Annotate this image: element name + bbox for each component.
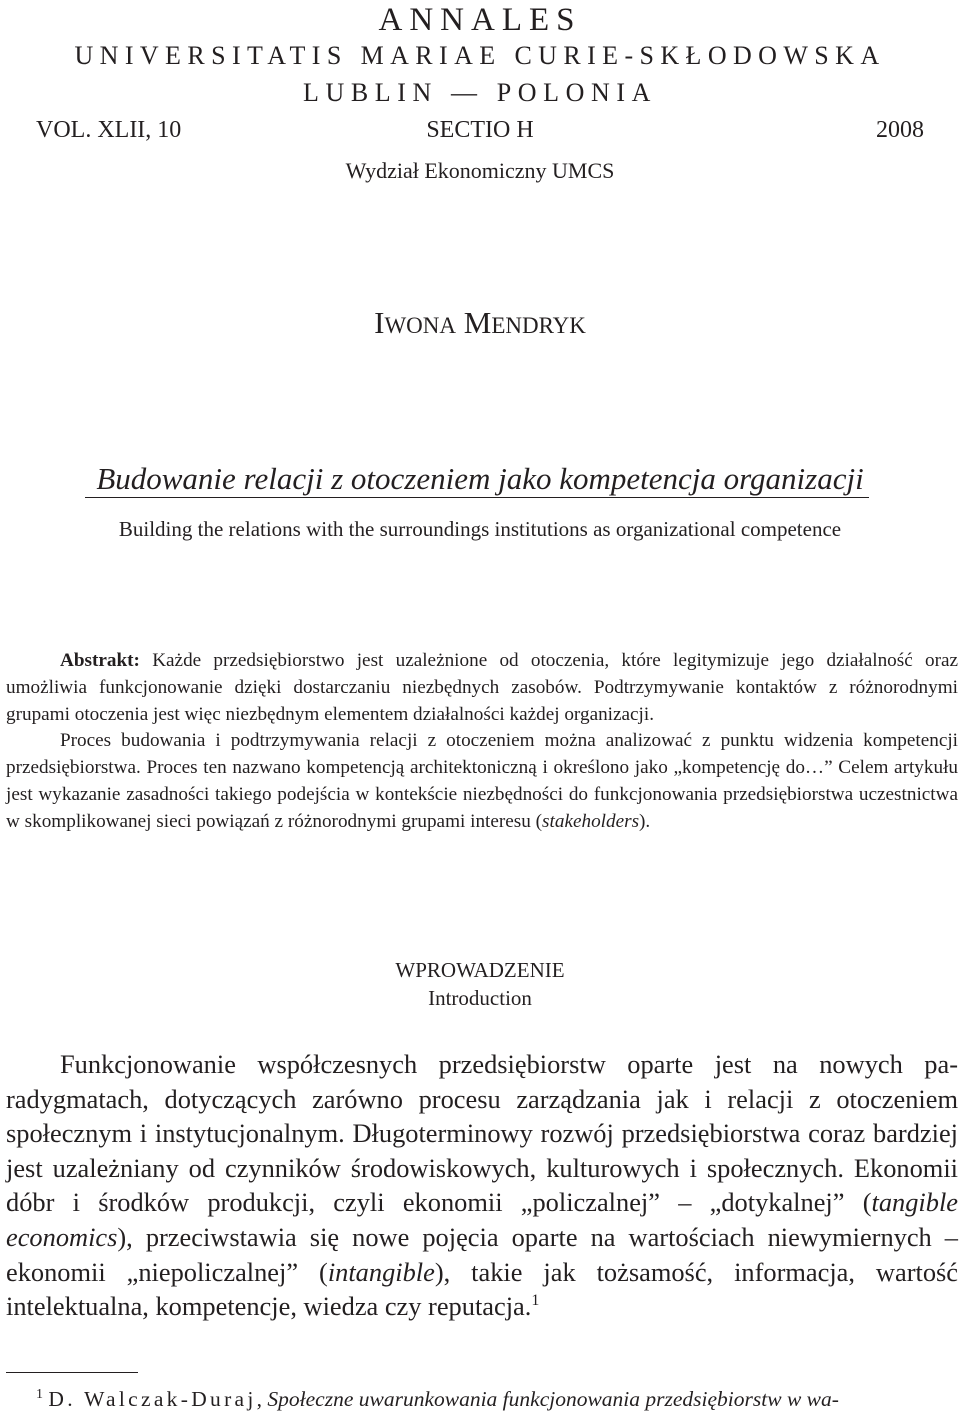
footnote-separator: , [256, 1387, 268, 1411]
section-subtitle: Introduction [428, 986, 532, 1010]
author-last-initial: M [463, 305, 492, 340]
footnote [6, 1384, 958, 1417]
section-title: WPROWADZENIE [395, 958, 565, 982]
journal-name: ANNALES [378, 2, 582, 38]
body-text [6, 1047, 958, 1324]
title-rule [85, 497, 869, 498]
author-first-initial: I [374, 305, 385, 340]
body-italic-tangible: tangible economics [6, 1187, 958, 1252]
abstract-stakeholders: stakeholders [542, 810, 640, 832]
journal-university: UNIVERSITATIS MARIAE CURIE-SKŁODOWSKA [74, 41, 886, 70]
abstract [6, 648, 958, 836]
title-english: Building the relations with the surroundings institutions as organizational competence [118, 517, 842, 541]
body-text-1: Funkcjonowanie współczesnych przedsiębiorstw oparte jest na nowych paradygmatach, dotyczących zarówno procesu zarządzania jak i relacji z otoczeniem społecznym i instytucjonalnym. Długoterminowy rozwój przedsiębiorstwa coraz bardziej jest uzależniany od czynników środowiskowych, kulturowych i społecznych. Ekonomii dóbr i środków produkcji, czyli ekonomii „policzalnej” – „dotykalnej” ( [6, 1049, 958, 1218]
footnote-title: Społeczne uwarunkowania funkcjonowania przedsiębiorstw w wa- [267, 1387, 839, 1411]
author-name [0, 303, 960, 346]
abstract-text-2-end: ). [639, 810, 651, 832]
author-last-rest: ENDRYK [491, 313, 586, 338]
body-paragraph [6, 1047, 958, 1324]
abstract-paragraph-1 [6, 648, 958, 728]
footnote-author: D. Walczak-Duraj [48, 1387, 257, 1411]
abstract-label: Abstrakt: [60, 650, 140, 671]
body-text-3: ), takie jak tożsamość, informacja, wartość intelektualna, kompetencje, wiedza czy reputacja. [6, 1256, 958, 1322]
abstract-paragraph-2 [6, 728, 958, 835]
journal-meta-row [36, 114, 924, 146]
abstract-text-2: Proces budowania i podtrzymywania relacji z otoczeniem można analizować z punktu widzenia kompetencji przedsiębiorstwa. Proces ten nazwano kompetencją architektoniczną i określono jako „kompetencję do…” Celem artykułu jest wykazanie zasadności takiego podejścia w kontekście niezbędności do funkcjonowania przedsiębiorstwa uczestnictwa w skomplikowanej sieci powiązań z różnorodnymi grupami interesu ( [6, 730, 958, 832]
title-polish: Budowanie relacji z otoczeniem jako kompetencja organizacji [96, 461, 864, 496]
body-text-2: ), przeciwstawia się nowe pojęcia oparte na wartościach niewymiernych – ekonomii „niepoliczalnej” ( [6, 1221, 958, 1287]
journal-volume: VOL. XLII, 10 [36, 117, 182, 143]
author-first-rest: WONA [384, 313, 456, 338]
journal-year: 2008 [876, 117, 924, 143]
journal-sectio: SECTIO H [426, 117, 534, 143]
faculty: Wydział Ekonomiczny UMCS [345, 158, 615, 183]
footnote-rule [6, 1372, 138, 1373]
body-italic-intangible: intangible [327, 1256, 435, 1287]
journal-city: LUBLIN — POLONIA [302, 78, 658, 107]
abstract-text-1: Każde przedsiębiorstwo jest uzależnione od otoczenia, które legitymizuje jego działalność oraz umożliwia funkcjonowanie dzięki dostarczaniu niezbędnych zasobów. Podtrzymywanie kontaktów z różnorodnymi grupami otoczenia jest więc niezbędnym elementem działalności każdej organizacji. [6, 650, 959, 725]
footnote-reference[interactable]: 1 [531, 1292, 540, 1310]
footnote-marker: 1 [36, 1386, 43, 1402]
